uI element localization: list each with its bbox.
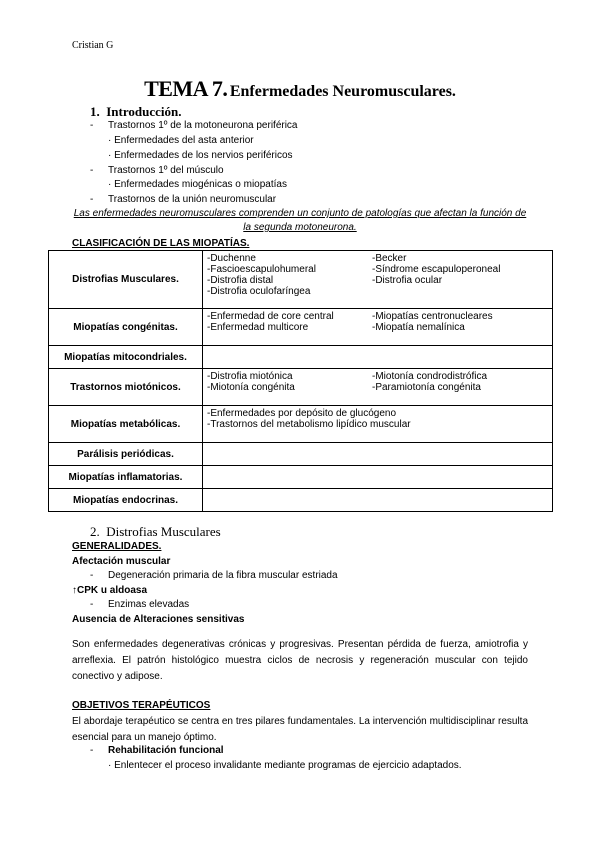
- subtype-right: -Miopatías centronucleares: [372, 311, 493, 322]
- distrofias-paragraph: Son enfermedades degenerativas crónicas y progresivas. Presentan pérdida de fuerza, amiotrofia y arreflexia. El patrón histológico muestra ciclos de necrosis y regeneración muscular con tejido conectivo y adipose.: [72, 639, 528, 682]
- subtype-line: [207, 371, 548, 382]
- subtype-line: [207, 322, 548, 333]
- dash: -: [90, 120, 94, 131]
- subtype-right: -Becker: [372, 253, 407, 264]
- subtypes-cell: [203, 489, 553, 512]
- subtype-line: [207, 311, 548, 322]
- subtypes-cell: [203, 466, 553, 489]
- subtype-right: [372, 286, 502, 297]
- classification-row: [49, 406, 553, 443]
- classification-row: [49, 443, 553, 466]
- subtypes-cell: [203, 346, 553, 369]
- category-cell: Miopatías mitocondriales.: [49, 346, 203, 369]
- rehab-item: · Enlentecer el proceso invalidante mediante programas de ejercicio adaptados.: [108, 760, 462, 771]
- intro-item: · Enfermedades miogénicas o miopatías: [108, 179, 287, 190]
- subtype-left: -Distrofia oculofaríngea: [207, 286, 311, 297]
- subtype-left: -Enfermedad multicore: [207, 322, 309, 333]
- page-title: [0, 76, 600, 102]
- subtype-line: [207, 253, 548, 264]
- subtype-right: -Distrofia ocular: [372, 275, 443, 286]
- intro-item: · Enfermedades de los nervios periféricos: [108, 150, 293, 161]
- cpk-label: ↑CPK u aldoasa: [72, 585, 148, 596]
- subtype-left: -Distrofia distal: [207, 275, 274, 286]
- subtype-left: -Duchenne: [207, 253, 256, 264]
- subtype-left: -Trastornos del metabolismo lipídico muscular: [207, 419, 411, 430]
- subtype-left: -Distrofia miotónica: [207, 371, 293, 382]
- rehab-label: Rehabilitación funcional: [108, 745, 224, 756]
- subtype-left: -Fascioescapulohumeral: [207, 264, 316, 275]
- category-cell: Distrofias Musculares.: [49, 251, 203, 309]
- classification-row: [49, 346, 553, 369]
- subtypes-cell: [203, 251, 553, 309]
- section-2-heading: 2. Distrofias Musculares: [90, 524, 221, 539]
- classification-heading: CLASIFICACIÓN DE LAS MIOPATÍAS.: [72, 238, 250, 249]
- definition-text: Las enfermedades neuromusculares comprenden un conjunto de patologías que afectan la función de la segunda motoneurona.: [73, 208, 527, 233]
- dash: -: [90, 194, 94, 205]
- dash: -: [90, 599, 94, 610]
- generalidades-heading: GENERALIDADES.: [72, 541, 162, 552]
- intro-item: Trastornos de la unión neuromuscular: [108, 194, 277, 205]
- objetivos-heading: OBJETIVOS TERAPÉUTICOS: [72, 700, 211, 711]
- dash: -: [90, 570, 94, 581]
- category-cell: Parálisis periódicas.: [49, 443, 203, 466]
- subtype-line: [207, 408, 548, 419]
- subtype-line: [207, 419, 548, 430]
- section-1-heading: 1. Introducción.: [90, 104, 182, 119]
- cpk-item: Enzimas elevadas: [108, 599, 190, 610]
- subtype-right: -Paramiotonía congénita: [372, 382, 481, 393]
- author-name: Cristian G: [72, 40, 114, 51]
- subtype-line: [207, 264, 548, 275]
- title-name: Enfermedades Neuromusculares.: [229, 83, 456, 100]
- intro-item: Trastornos 1º del músculo: [108, 165, 224, 176]
- subtypes-cell: [203, 443, 553, 466]
- category-cell: Trastornos miotónicos.: [49, 369, 203, 406]
- subtype-right: -Miotonía condrodistrófica: [372, 371, 488, 382]
- subtype-left: -Miotonía congénita: [207, 382, 295, 393]
- category-cell: Miopatías endocrinas.: [49, 489, 203, 512]
- classification-row: [49, 251, 553, 309]
- subtype-line: [207, 382, 548, 393]
- subtype-left: -Enfermedades por depósito de glucógeno: [207, 408, 397, 419]
- afectacion-label: Afectación muscular: [72, 556, 171, 567]
- subtype-right: -Síndrome escapuloperoneal: [372, 264, 501, 275]
- subtype-line: [207, 286, 548, 297]
- subtype-line: [207, 275, 548, 286]
- subtypes-cell: [203, 309, 553, 346]
- category-cell: Miopatías metabólicas.: [49, 406, 203, 443]
- classification-table: [48, 250, 553, 512]
- classification-row: [49, 466, 553, 489]
- classification-row: [49, 489, 553, 512]
- dash: -: [90, 165, 94, 176]
- intro-item: Trastornos 1º de la motoneurona periférica: [108, 120, 298, 131]
- category-cell: Miopatías congénitas.: [49, 309, 203, 346]
- dash: -: [90, 745, 94, 756]
- subtypes-cell: [203, 369, 553, 406]
- title-number: TEMA 7.: [144, 76, 228, 101]
- classification-row: [49, 369, 553, 406]
- afectacion-item: Degeneración primaria de la fibra muscular estriada: [108, 570, 338, 581]
- classification-row: [49, 309, 553, 346]
- subtype-left: -Enfermedad de core central: [207, 311, 334, 322]
- category-cell: Miopatías inflamatorias.: [49, 466, 203, 489]
- intro-item: · Enfermedades del asta anterior: [108, 135, 254, 146]
- subtypes-cell: [203, 406, 553, 443]
- ausencia-label: Ausencia de Alteraciones sensitivas: [72, 614, 245, 625]
- objetivos-paragraph: El abordaje terapéutico se centra en tres pilares fundamentales. La intervención multidisciplinar resulta esencial para un manejo óptimo.: [72, 716, 528, 743]
- subtype-right: -Miopatía nemalínica: [372, 322, 465, 333]
